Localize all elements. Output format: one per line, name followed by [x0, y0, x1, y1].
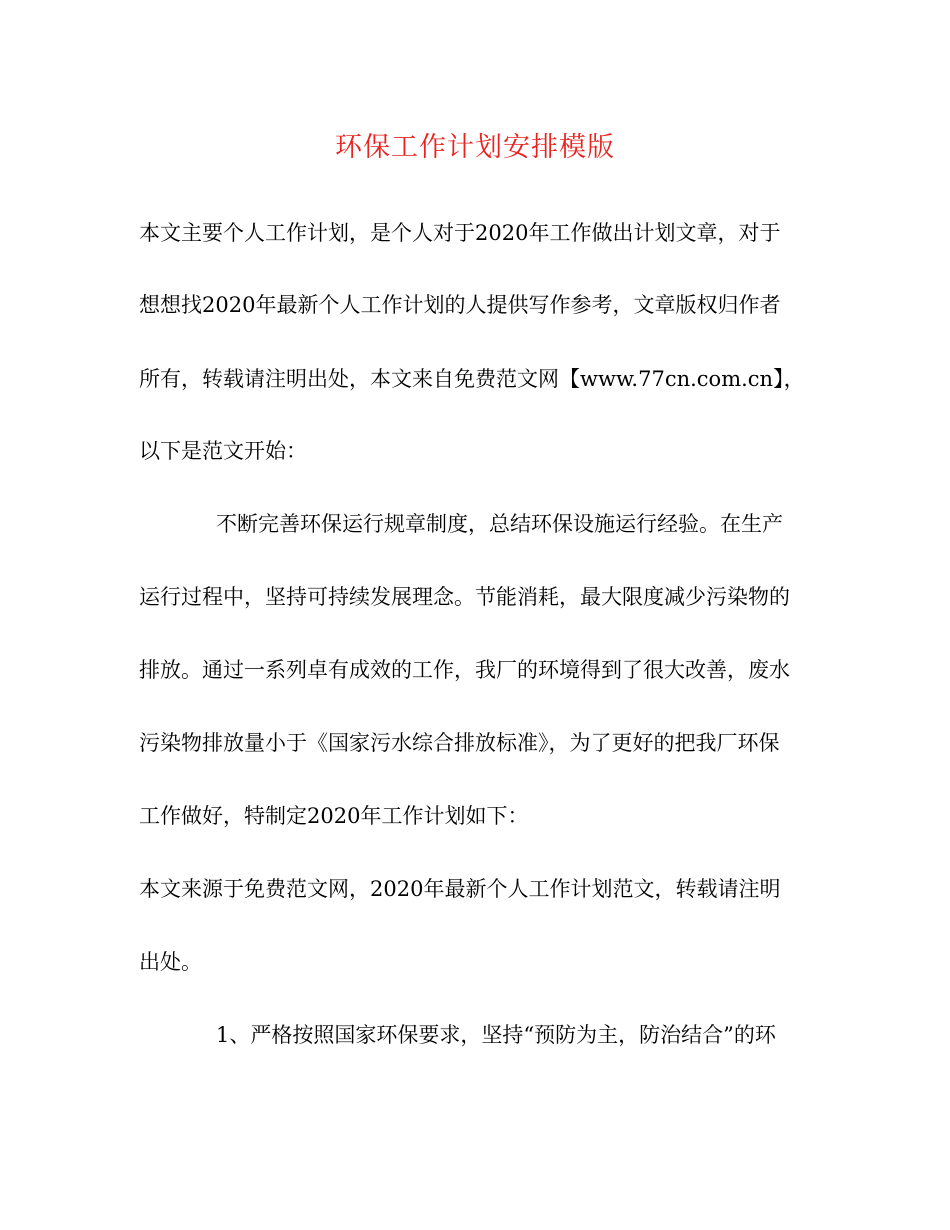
list-item-1-line: 1、严格按照国家环保要求，坚持“预防为主，防治结合”的环 — [216, 1023, 776, 1047]
source-note-line-2: 出处。 — [139, 950, 202, 974]
body-paragraph-line-4: 污染物排放量小于《国家污水综合排放标准》，为了更好的把我厂环保 — [139, 731, 780, 755]
intro-line-1: 本文主要个人工作计划，是个人对于2020年工作做出计划文章，对于 — [139, 221, 781, 245]
body-paragraph-line-2: 运行过程中，坚持可持续发展理念。节能消耗，最大限度减少污染物的 — [139, 585, 790, 609]
body-paragraph-line-5: 工作做好，特制定2020年工作计划如下： — [139, 804, 529, 828]
intro-line-3: 所有，转载请注明出处，本文来自免费范文网【www.77cn.com.cn】， — [139, 367, 805, 391]
document-title: 环保工作计划安排模版 — [335, 132, 615, 163]
body-paragraph-line-3: 排放。通过一系列卓有成效的工作，我厂的环境得到了很大改善，废水 — [139, 658, 790, 682]
source-note-line-1: 本文来源于免费范文网，2020年最新个人工作计划范文，转载请注明 — [139, 877, 781, 901]
intro-line-2: 想想找2020年最新个人工作计划的人提供写作参考，文章版权归作者 — [139, 293, 781, 317]
body-paragraph-line-1: 不断完善环保运行规章制度，总结环保设施运行经验。在生产 — [216, 512, 783, 536]
intro-line-4: 以下是范文开始： — [139, 439, 307, 463]
